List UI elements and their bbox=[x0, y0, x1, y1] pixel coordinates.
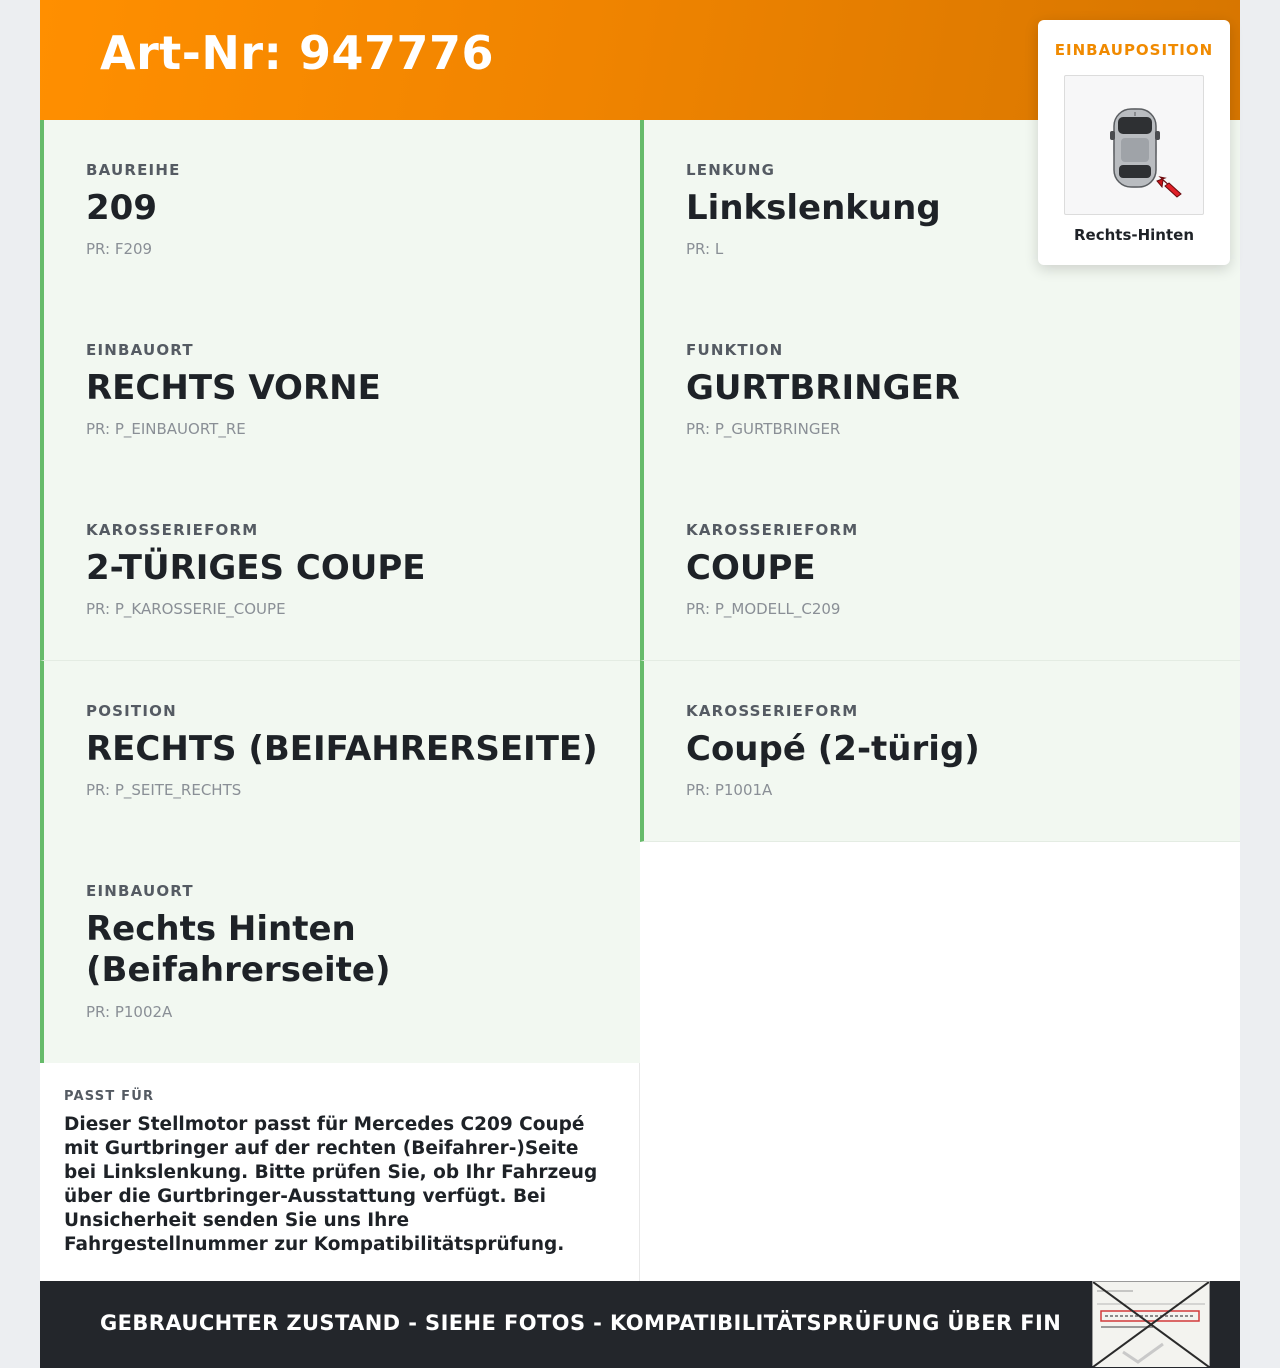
vin-document-thumbnail bbox=[1092, 1281, 1210, 1366]
compatibility-label: PASST FÜR bbox=[64, 1089, 155, 1104]
product-sheet bbox=[40, 0, 1240, 1368]
spec-label: POSITION bbox=[86, 702, 177, 720]
spec-value: Rechts Hinten (Beifahrerseite) bbox=[86, 909, 391, 990]
spec-cell-einbauort-hinten bbox=[40, 841, 640, 1064]
spec-cell-karosserieform-modell bbox=[640, 480, 1240, 661]
spec-pr-code: PR: P_SEITE_RECHTS bbox=[86, 781, 242, 799]
spec-value: RECHTS VORNE bbox=[86, 368, 381, 408]
spec-cell-karosserieform bbox=[40, 480, 640, 661]
install-position-card bbox=[1038, 20, 1230, 265]
spec-label: KAROSSERIEFORM bbox=[686, 521, 859, 539]
spec-cell-karosserieform-coupe bbox=[640, 661, 1240, 842]
spec-cell-funktion bbox=[640, 300, 1240, 481]
spec-cell-einbauort bbox=[40, 300, 640, 481]
spec-pr-code: PR: P_KAROSSERIE_COUPE bbox=[86, 600, 286, 618]
spec-label: LENKUNG bbox=[686, 161, 776, 179]
compatibility-text: Dieser Stellmotor passt für Mercedes C209 Coupé mit Gurtbringer auf der rechten (Beifahrer-)Seite bei Linkslenkung. Bitte prüfen Sie, ob Ihr Fahrzeug über die Gurtbringer-Ausstattung verfügt. Bei Unsicherheit senden Sie uns Ihre Fahrgestellnummer zur Kompatibilitätsprüfung. bbox=[64, 1114, 598, 1255]
spec-label: BAUREIHE bbox=[86, 161, 181, 179]
install-position-label: Rechts-Hinten bbox=[1073, 226, 1194, 244]
spec-value: COUPE bbox=[686, 548, 816, 588]
compatibility-section bbox=[40, 1063, 640, 1281]
spec-value: RECHTS (BEIFAHRERSEITE) bbox=[86, 729, 598, 769]
vin-document-icon bbox=[1093, 1282, 1209, 1367]
spec-value: Coupé (2-türig) bbox=[686, 729, 980, 769]
spec-pr-code: PR: P_MODELL_C209 bbox=[686, 600, 841, 618]
car-position-image bbox=[1064, 75, 1204, 215]
spec-cell-baureihe bbox=[40, 120, 640, 301]
spec-pr-code: PR: L bbox=[686, 240, 724, 258]
spec-label: KAROSSERIEFORM bbox=[86, 521, 259, 539]
spec-label: KAROSSERIEFORM bbox=[686, 702, 859, 720]
footer-bar bbox=[40, 1281, 1240, 1368]
car-top-view-icon bbox=[1065, 76, 1205, 216]
spec-pr-code: PR: P_EINBAUORT_RE bbox=[86, 420, 246, 438]
spec-value: Linkslenkung bbox=[686, 188, 941, 228]
spec-value: GURTBRINGER bbox=[686, 368, 960, 408]
footer-notice: GEBRAUCHTER ZUSTAND - SIEHE FOTOS - KOMPATIBILITÄTSPRÜFUNG ÜBER FIN bbox=[100, 1311, 1062, 1335]
spec-label: FUNKTION bbox=[686, 341, 784, 359]
install-position-title: EINBAUPOSITION bbox=[1054, 41, 1214, 59]
spec-cell-position bbox=[40, 661, 640, 842]
spec-pr-code: PR: P1002A bbox=[86, 1003, 173, 1021]
spec-pr-code: PR: P_GURTBRINGER bbox=[686, 420, 841, 438]
spec-value: 209 bbox=[86, 188, 157, 228]
spec-label: EINBAUORT bbox=[86, 341, 194, 359]
spec-label: EINBAUORT bbox=[86, 882, 194, 900]
spec-value: 2-TÜRIGES COUPE bbox=[86, 548, 426, 588]
spec-pr-code: PR: P1001A bbox=[686, 781, 773, 799]
article-number-title: Art-Nr: 947776 bbox=[100, 26, 495, 80]
spec-pr-code: PR: F209 bbox=[86, 240, 153, 258]
